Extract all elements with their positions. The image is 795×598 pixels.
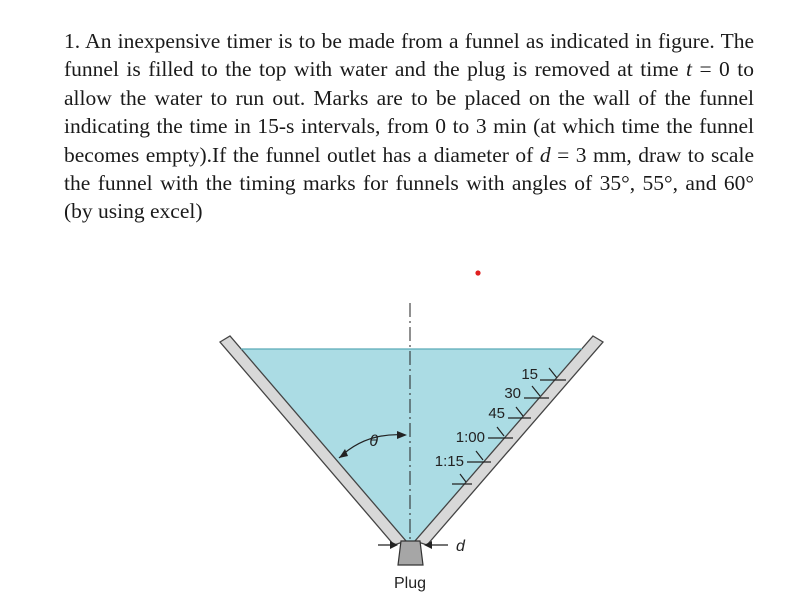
red-dot: [475, 270, 480, 275]
mark-label: 45: [488, 405, 505, 422]
text-segment: An inexpensive timer is to be made from a funnel as indicated in figure. The funnel is filled to the top with water and the plug is removed at time: [64, 29, 754, 82]
theta-label: θ: [369, 433, 378, 450]
mark-label: 15: [521, 366, 538, 383]
mark-label: 30: [504, 385, 521, 402]
mark-label: 1:00: [455, 429, 485, 446]
plug: [398, 541, 423, 565]
problem-number: 1.: [64, 29, 81, 53]
diameter-variable: d: [539, 142, 551, 167]
diameter-label: d: [456, 538, 465, 555]
plug-label: Plug: [393, 575, 427, 592]
time-variable: t: [686, 57, 692, 82]
text-segment: = 0 to allow the water to run out. Marks are to be placed on the wall of the funnel indicating the time in 15-s intervals, from 0 to 3 min (at which time the funnel becomes empty).If the funnel outlet has a diameter of: [64, 57, 755, 167]
mark-label: 1:15: [434, 453, 464, 470]
text-segment: = 3 mm, draw to scale the funnel with the timing marks for funnels with angles of 35°, 55°, and 60° (by using excel): [64, 142, 754, 224]
